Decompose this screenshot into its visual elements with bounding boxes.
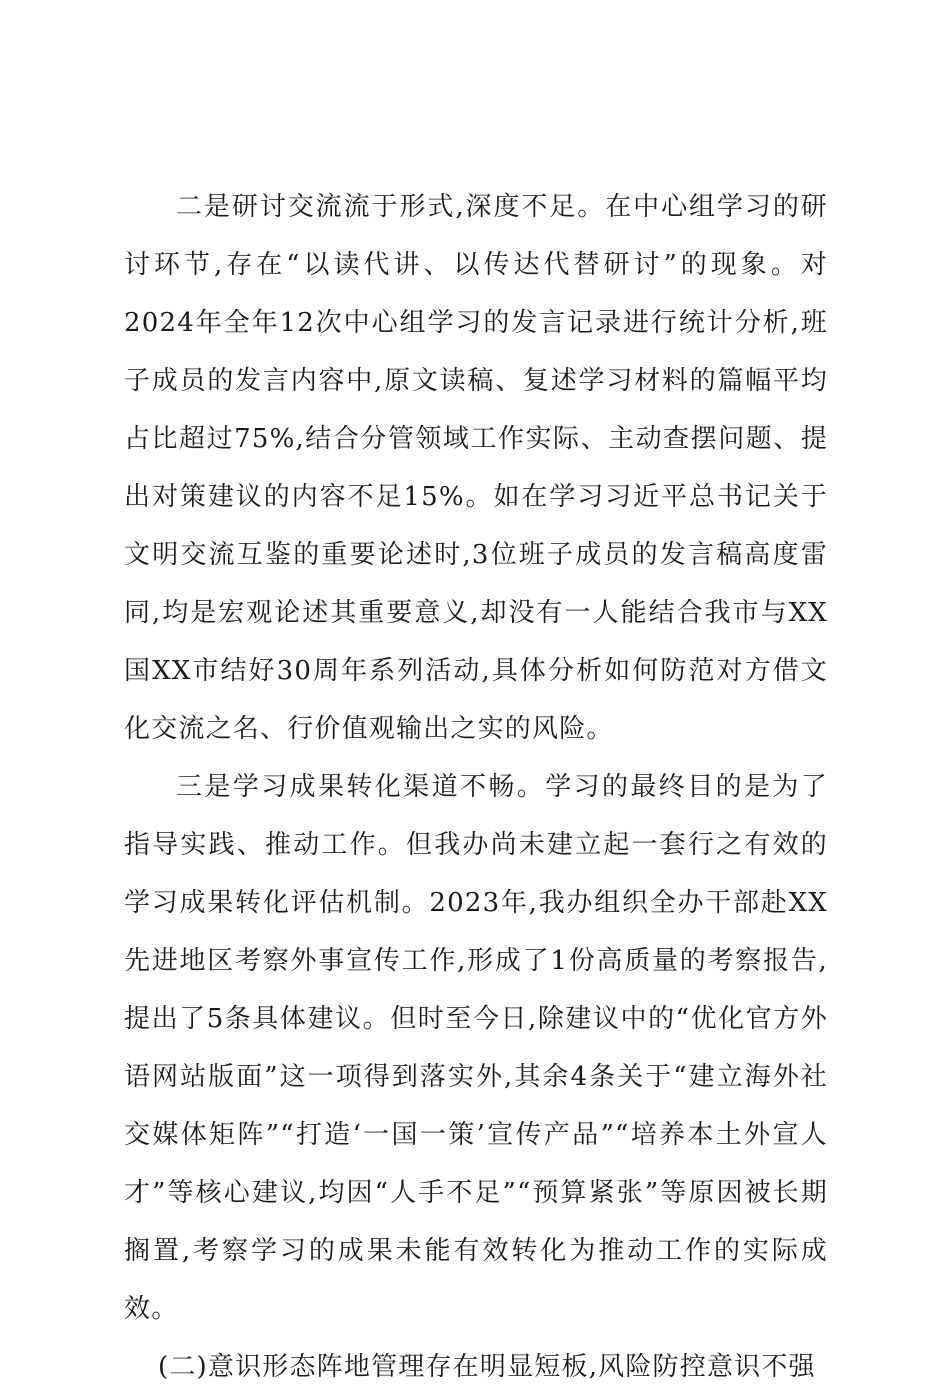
section-heading: (二)意识形态阵地管理存在明显短板,风险防控意识不强 — [158, 1352, 816, 1382]
paragraph-learning-outcomes: 三是学习成果转化渠道不畅。学习的最终目的是为了指导实践、推动工作。但我办尚未建立起一套行之有效的学习成果转化评估机制。2023年,我办组织全办干部赴XX先进地区考察外事宣传工作,形成了1份高质量的考察报告,提出了5条具体建议。但时至今日,除建议中的“优化官方外语网站版面”这一项得到落实外,其余4条关于“建立海外社交媒体矩阵”“打造‘一国一策’宣传产品”“培养本土外宣人才”等核心建议,均因“人手不足”“预算紧张”等原因被长期搁置,考察学习的成果未能有效转化为推动工作的实际成效。 — [124, 772, 828, 1324]
paragraph-discussion-formality: 二是研讨交流流于形式,深度不足。在中心组学习的研讨环节,存在“以读代讲、以传达代替研讨”的现象。对2024年全年12次中心组学习的发言记录进行统计分析,班子成员的发言内容中,原文读稿、复述学习材料的篇幅平均占比超过75%,结合分管领域工作实际、主动查摆问题、提出对策建议的内容不足15%。如在学习习近平总书记关于文明交流互鉴的重要论述时,3位班子成员的发言稿高度雷同,均是宏观论述其重要意义,却没有一人能结合我市与XX国XX市结好30周年系列活动,具体分析如何防范对方借文化交流之名、行价值观输出之实的风险。 — [124, 192, 828, 744]
document-body — [124, 178, 828, 1396]
